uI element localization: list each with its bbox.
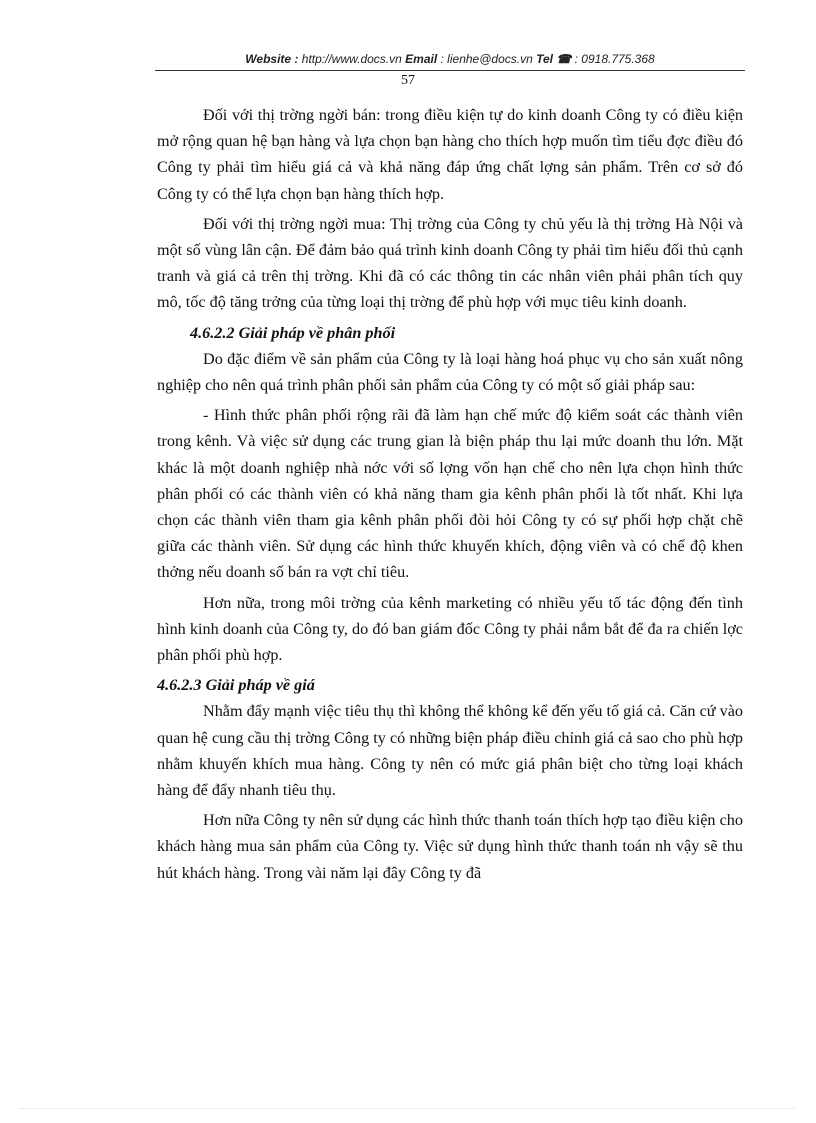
paragraph: Hơn nữa Công ty nên sử dụng các hình thức thanh toán thích hợp tạo điều kiện cho khách hàng mua sản phẩm của Công ty. Việc sử dụng hình thức thanh toán nh vậy sẽ thu hút khách hàng. Trong vài năm lại đây Công ty đã [157,811,743,882]
email-label: Email [405,52,438,66]
paragraph: Nhằm đẩy mạnh việc tiêu thụ thì không thể không kể đến yếu tố giá cả. Căn cứ vào quan hệ cung cầu thị trờng Công ty có những biện pháp điều chỉnh giá cả sao cho phù hợp nhằm khuyến khích mua hàng. Công ty nên có mức giá phân biệt cho từng loại khách hàng để đẩy nhanh tiêu thụ. [157,702,743,800]
paragraph: - Hình thức phân phối rộng rãi đã làm hạn chế mức độ kiểm soát các thành viên trong kênh. Và việc sử dụng các trung gian là biện pháp thu lại mức doanh thu lớn. Mặt khác là một doanh nghiệp nhà nớc với số lợng vốn hạn chế cho nên lựa chọn hình thức phân phối có các thành viên có khả năng tham gia kênh phân phối là tốt nhất. Khi lựa chọn các thành viên tham gia kênh phân phối đòi hỏi Công ty có sự phối hợp chặt chẽ giữa các thành viên. Sử dụng các hình thức khuyến khích, động viên và có chế độ khen thởng nếu doanh số bán ra vợt chỉ tiêu. [157,406,743,582]
paragraph: Do đặc điểm về sản phẩm của Công ty là loại hàng hoá phục vụ cho sản xuất nông nghiệp cho nên quá trình phân phối sản phẩm của Công ty có một số giải pháp sau: [157,349,743,395]
section-heading: 4.6.2.3 Giải pháp về giá [157,676,315,695]
paragraph: Hơn nữa, trong môi trờng của kênh marketing có nhiều yếu tố tác động đến tình hình kinh doanh của Công ty, do đó ban giám đốc Công ty phải nắm bắt để đa ra chiến lợc phân phối phù hợp. [157,593,743,665]
section-heading: 4.6.2.2 Giải pháp về phân phối [190,323,396,342]
tel-value: : 0918.775.368 [574,52,655,66]
tel-label: Tel ☎ [536,52,572,66]
page-number: 57 [401,73,415,88]
document-body [157,102,743,890]
paragraph: Đối với thị trờng ngời mua: Thị trờng của Công ty chủ yếu là thị trờng Hà Nội và một số vùng lân cận. Để đảm bảo quá trình kinh doanh Công ty phải tìm hiểu đối thủ cạnh tranh và giá cả trên thị trờng. Khi đã có các thông tin các nhân viên phải phân tích quy mô, tốc độ tăng trởng của từng loại thị trờng để phù hợp với mục tiêu kinh doanh. [157,214,743,312]
page-header [150,52,750,66]
paragraph: Đối với thị trờng ngời bán: trong điều kiện tự do kinh doanh Công ty có điều kiện mở rộng quan hệ bạn hàng và lựa chọn bạn hàng cho thích hợp muốn tìm tiểu đợc điều đó Công ty phải tìm hiểu giá cả và khả năng đáp ứng chất lợng sản phẩm. Trên cơ sở đó Công ty có thể lựa chọn bạn hàng thích hợp. [157,106,743,203]
website-label: Website : [245,52,299,66]
header-rule [155,70,745,71]
footer-divider [20,1108,796,1109]
website-url[interactable]: http://www.docs.vn [301,52,402,66]
email-value[interactable]: : lienhe@docs.vn [440,52,533,66]
